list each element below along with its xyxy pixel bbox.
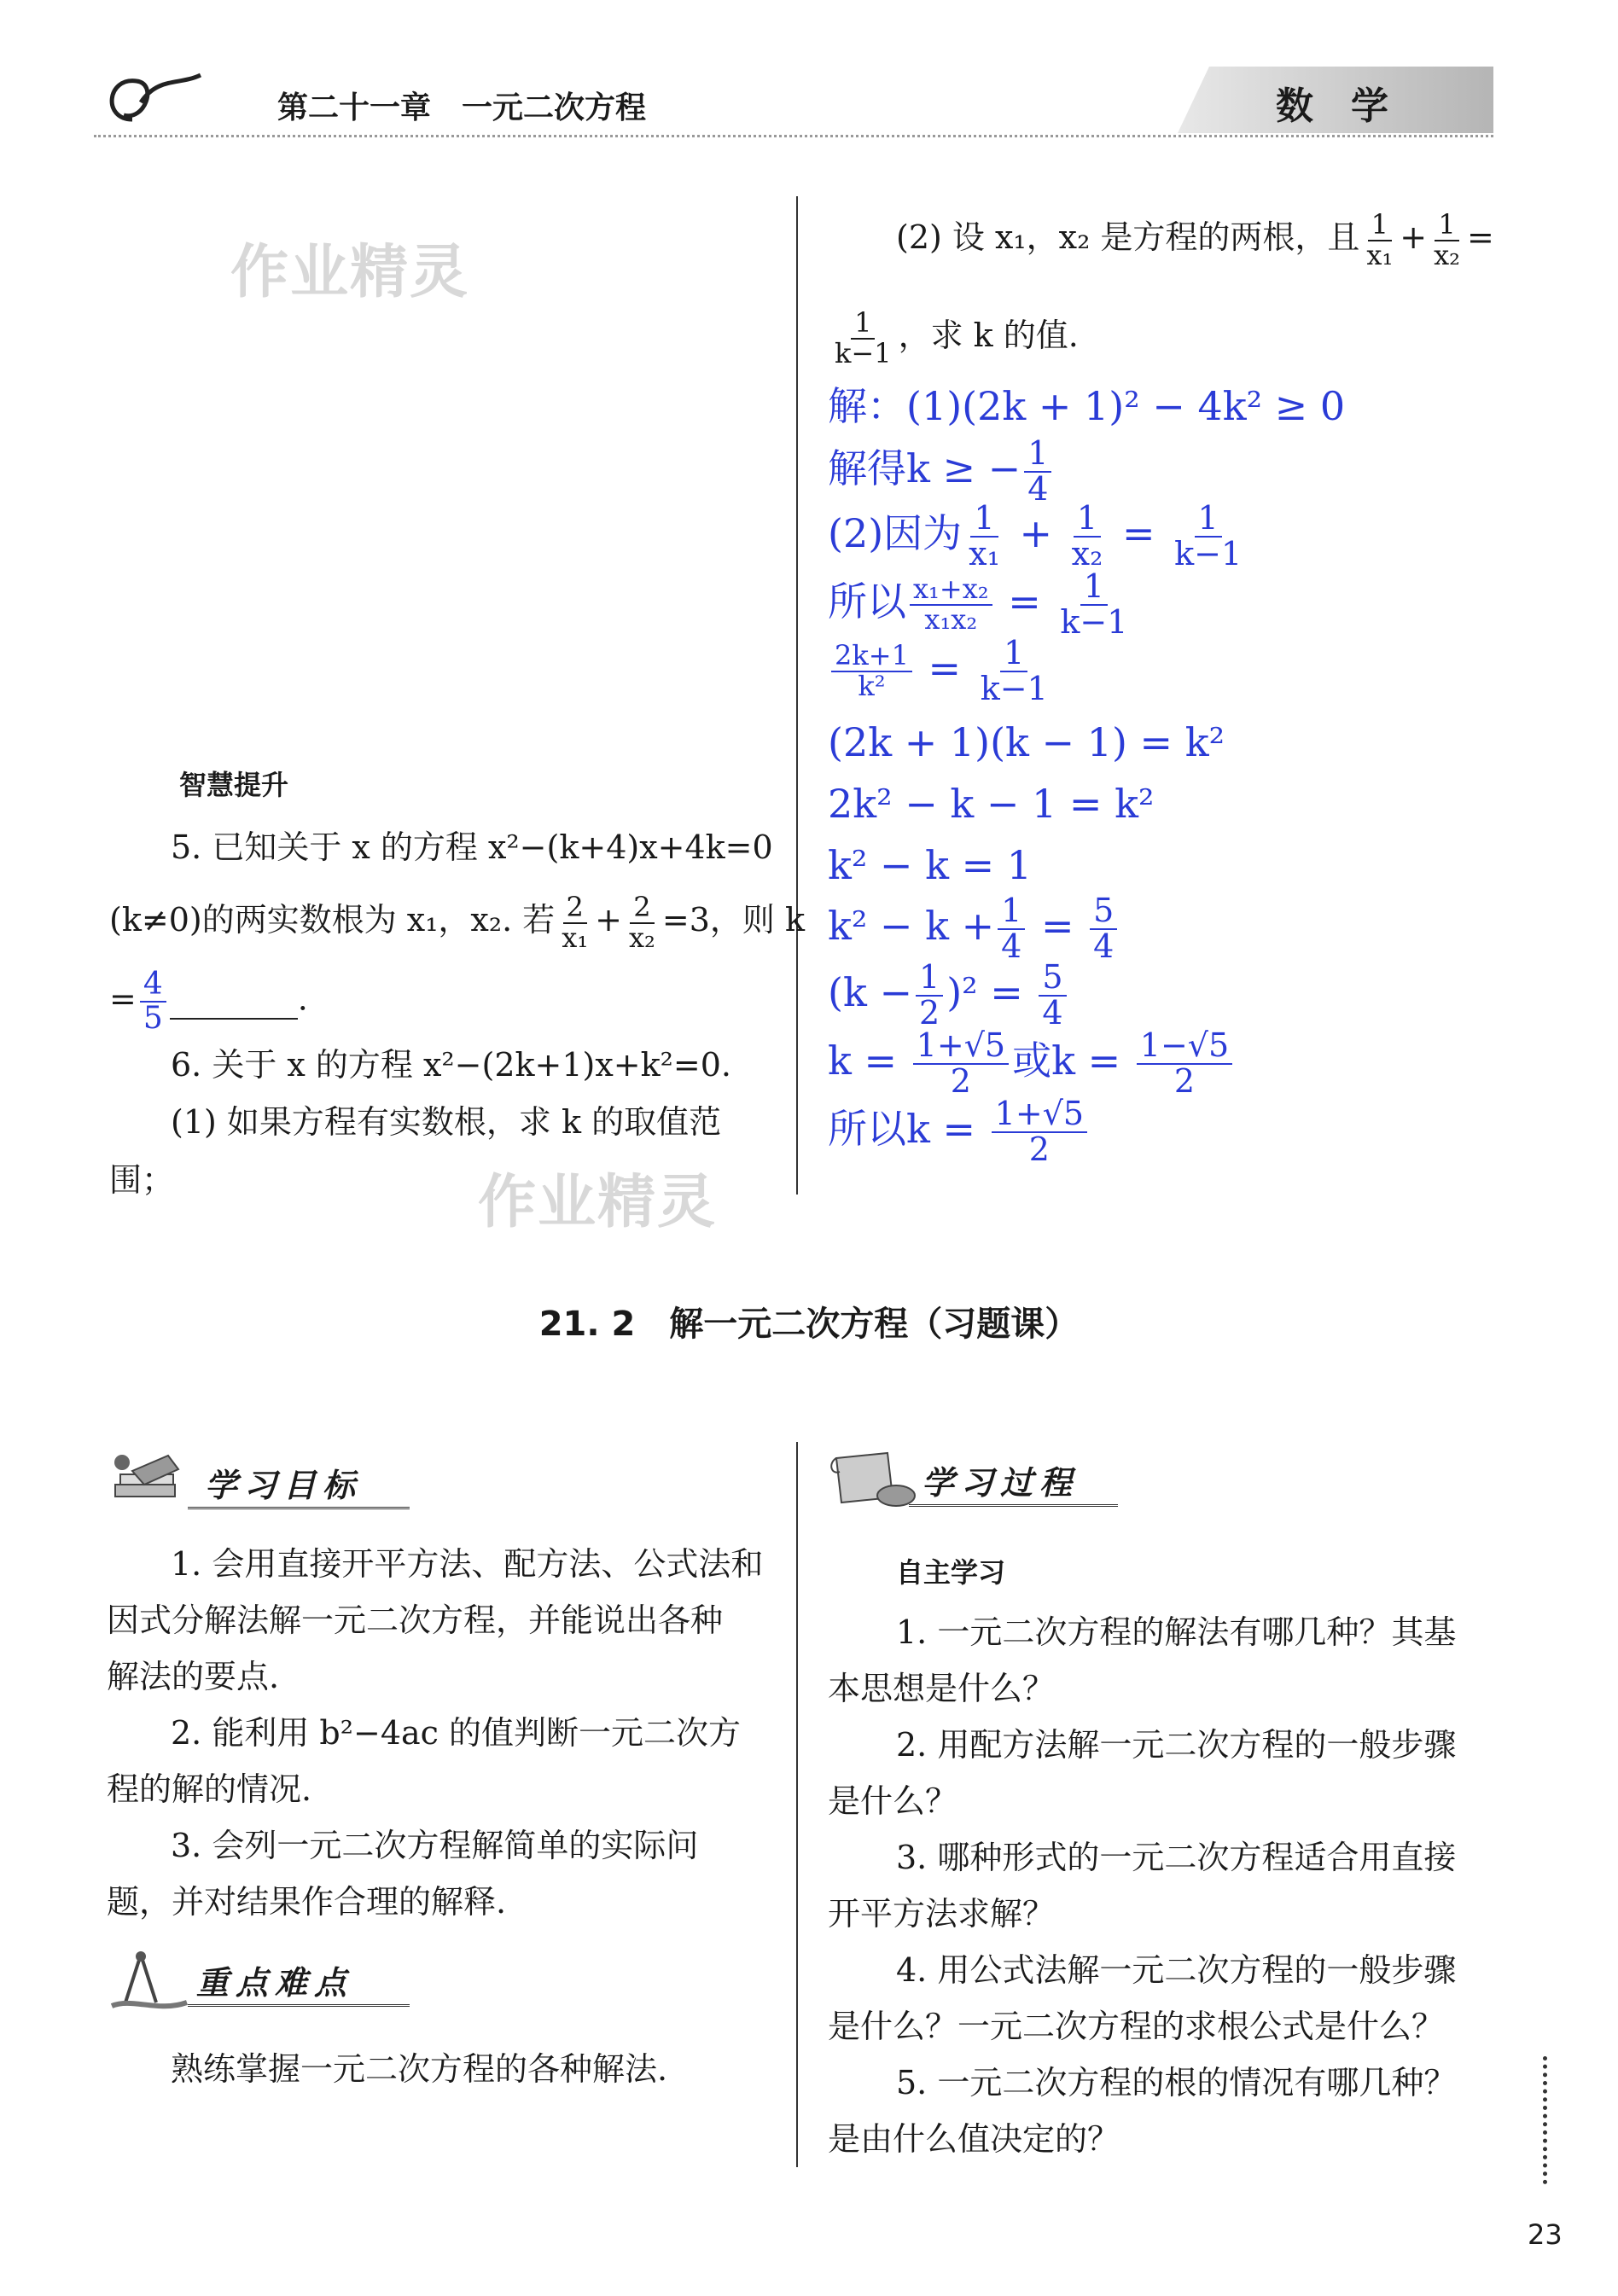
- sol-line10: (k − $\frac{1}{2}$ )² = $\frac{5}{4}$: [828, 961, 1070, 1031]
- page-header: [94, 51, 1493, 154]
- q5-end: .: [297, 979, 308, 1018]
- watermark-2: 作业精灵: [478, 1169, 718, 1236]
- q6-p2-line2: [828, 307, 1079, 368]
- q5-answer-blank: [170, 984, 298, 1020]
- key-heading: 重点难点: [196, 1964, 354, 2002]
- sol-line3: (2)因为 $\frac{1}{\text{x₁}}$ + $\frac{1}{\text{x₂}}$ = $\frac{1}{k-1}$: [828, 499, 1243, 573]
- column-divider-top: [796, 196, 798, 1195]
- sol-line7: 2k² − k − 1 = k²: [828, 781, 1155, 827]
- q6-line1: 6. 关于 x 的方程 x²−(2k+1)x+k²=0.: [171, 1046, 732, 1084]
- process-q1-line2: 本思想是什么？: [828, 1670, 1056, 1707]
- goal-1-line1: 1. 会用直接开平方法、配方法、公式法和: [171, 1545, 764, 1583]
- books-icon: [107, 1450, 192, 1515]
- q5-frac2: $\frac{2}{\text{x₂}}$: [628, 890, 655, 954]
- q6-p2-line1: (2) 设 x₁，x₂ 是方程的两根，且 $\frac{1}{\text{x₁}}$ + $\frac{1}{\text{x₂}}$ =: [896, 207, 1494, 271]
- sol-line11: k = $\frac{1+√5}{2}$ 或k = $\frac{1-√5}{2}$: [828, 1029, 1236, 1099]
- sol-line2: 解得k ≥ − $\frac{1}{4}$: [828, 437, 1055, 507]
- process-q1-line1: 1. 一元二次方程的解法有哪几种？其基: [896, 1613, 1457, 1651]
- header-rule: [94, 135, 1493, 137]
- key-text: 熟练掌握一元二次方程的各种解法.: [171, 2050, 668, 2088]
- process-q2-line2: 是什么？: [828, 1782, 958, 1820]
- goal-2-line1: 2. 能利用 b²−4ac 的值判断一元二次方: [171, 1714, 742, 1752]
- q5-answer: $\frac{4}{5}$: [140, 968, 166, 1035]
- page-number: 23: [1528, 2218, 1563, 2251]
- sol-line1: 解：(1)(2k + 1)² − 4k² ≥ 0: [828, 383, 1346, 429]
- goal-1-line3: 解法的要点.: [107, 1658, 280, 1695]
- q6-p1-line2: 围；: [109, 1161, 175, 1199]
- q6-p2-text-b: ，求 k 的值.: [898, 317, 1079, 354]
- logo-swirl-icon: [98, 68, 209, 137]
- goals-heading-block: [107, 1450, 405, 1519]
- q5-line2: (k≠0)的两实数根为 x₁，x₂. 若 $\frac{2}{\text{x₁}}$ + $\frac{2}{\text{x₂}}$ =3，则 k: [109, 890, 805, 954]
- process-underline: [909, 1504, 1118, 1507]
- sol-line8: k² − k = 1: [828, 842, 1033, 888]
- sol-line4: 所以 $\frac{\text{x₁+x₂}}{\text{x₁x₂}}$ = $\frac{1}{k-1}$: [828, 567, 1128, 641]
- process-heading: 学习过程: [922, 1464, 1080, 1502]
- q6-p2-eq: =: [1467, 218, 1494, 256]
- process-heading-block: [828, 1446, 1126, 1514]
- watermark-1: 作业精灵: [230, 239, 470, 306]
- sol-line9: k² − k + $\frac{1}{4}$ = $\frac{5}{4}$: [828, 894, 1120, 964]
- process-q5-line1: 5. 一元二次方程的根的情况有哪几种？: [896, 2064, 1457, 2101]
- process-q3-line1: 3. 哪种形式的一元二次方程适合用直接: [896, 1839, 1457, 1876]
- process-q3-line2: 开平方法求解？: [828, 1895, 1056, 1933]
- q5-line1-text: 5. 已知关于 x 的方程 x²−(k+4)x+4k=0: [171, 828, 773, 866]
- section-title: 21. 2 解一元二次方程（习题课）: [538, 1305, 1080, 1344]
- section-label-zhihui: 智慧提升: [179, 769, 289, 801]
- q6-p2-frac2: $\frac{1}{\text{x₂}}$: [1434, 207, 1460, 271]
- q5-line3: [109, 968, 308, 1035]
- key-heading-block: [107, 1950, 405, 2018]
- margin-dots: [1543, 2056, 1547, 2184]
- goal-1-line2: 因式分解法解一元二次方程，并能说出各种: [107, 1601, 724, 1639]
- process-q4-line1: 4. 用公式法解一元二次方程的一般步骤: [896, 1951, 1457, 1989]
- process-q2-line1: 2. 用配方法解一元二次方程的一般步骤: [896, 1726, 1457, 1764]
- subject-label: 数 学: [1276, 84, 1388, 128]
- q5-line1: [171, 819, 773, 875]
- q5-line2-a: (k≠0)的两实数根为 x₁，x₂. 若: [109, 901, 556, 939]
- sol-line5: $\frac{2k+1}{\text{k²}}$ = $\frac{1}{k-1}$: [828, 636, 1055, 706]
- q6-p2-text-a: (2) 设 x₁，x₂ 是方程的两根，且: [896, 218, 1360, 256]
- q6-p1-line1: (1) 如果方程有实数根，求 k 的取值范: [171, 1103, 722, 1141]
- scroll-icon: [828, 1446, 922, 1514]
- sol-line12: 所以k = $\frac{1+√5}{2}$: [828, 1097, 1091, 1167]
- q5-frac1: $\frac{2}{\text{x₁}}$: [562, 890, 589, 954]
- q6-p2-frac3: $\frac{1}{k-1}$: [835, 305, 892, 369]
- goals-heading: 学习目标: [205, 1467, 363, 1504]
- column-divider-bottom: [796, 1442, 798, 2167]
- process-q4-line2: 是什么？一元二次方程的求根公式是什么？: [828, 2008, 1445, 2045]
- q5-eq: =: [109, 979, 137, 1018]
- compass-icon: [107, 1950, 192, 2014]
- key-underline: [188, 2004, 410, 2007]
- process-q5-line2: 是由什么值决定的？: [828, 2120, 1120, 2158]
- q5-line2-b: =3，则 k: [661, 901, 805, 939]
- sol-line6: (2k + 1)(k − 1) = k²: [828, 719, 1225, 765]
- process-sub-heading: 自主学习: [896, 1556, 1006, 1589]
- goal-3-line2: 题，并对结果作合理的解释.: [107, 1883, 507, 1921]
- chapter-title: 第二十一章 一元二次方程: [277, 90, 647, 125]
- goal-3-line1: 3. 会列一元二次方程解简单的实际问: [171, 1827, 699, 1864]
- goal-2-line2: 程的解的情况.: [107, 1770, 312, 1808]
- q6-p2-frac1: $\frac{1}{\text{x₁}}$: [1366, 207, 1394, 271]
- goals-underline: [188, 1507, 410, 1509]
